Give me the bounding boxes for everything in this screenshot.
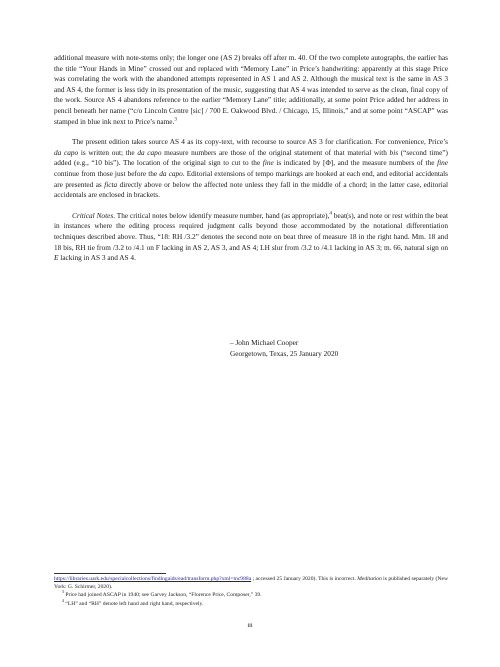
footnotes <box>54 575 448 608</box>
footnote-ref-3[interactable]: 3 <box>174 116 177 123</box>
signature-name: – John Michael Cooper <box>230 338 299 347</box>
main-text <box>54 53 448 264</box>
paragraph-edition: The present edition takes source AS 4 as its copy-text, with recourse to source AS 3 for clarification. For convenience, Price’s da capo is written out; the da capo measure numbers are those of the original statement of that material with bis (“second time”) added (e.g., “10 bis”). The location of the original sign to cut to the fine is indicated by [Φ], and the measure numbers of the fine continue from those just before the da capo. Editorial extensions of tempo markings are hooked at each end, and editorial accidentals are presented as ficta directly above or below the affected note unless they fall in the middle of a chord; in the latter case, editorial accidentals are enclosed in brackets. <box>54 137 449 200</box>
finding-aid-link[interactable]: https://libraries.uark.edu/specialcollections/findingaids/ead/transform.php?xml=mc988a <box>54 576 252 582</box>
paragraph-sources <box>54 53 448 127</box>
signature-place-date: Georgetown, Texas, 25 January 2020 <box>230 348 339 358</box>
signature-block <box>230 338 338 359</box>
footnote-2: https://libraries.uark.edu/specialcollections/findingaids/ead/transform.php?xml=mc988a ; accessed 25 January 2020). This is incorrect. Meditation is published separately (New York: G. Schirmer, 2020). <box>54 576 448 591</box>
footnote-ref-4[interactable]: 4 <box>329 210 332 217</box>
paragraph-sources-text: additional measure with note-stems only; the longer one (AS 2) breaks off after m. 40. Of the two complete autographs, the earlier has the title “Your Hands in Mine” crossed out and replaced with “Memory Lane” in Price’s handwriting: apparently at this stage Price was correlating the work with the abandoned attempts represented in AS 1 and AS 2. Although the musical text is the same in AS 3 and AS 4, the former is less tidy in its presentation of the music, suggesting that AS 4 was intended to serve as the clean, final copy of the work. Source AS 4 abandons reference to the earlier “Memory Lane” title; additionally, at some point Price added her address in pencil beneath her name (“c/o Lincoln Centre [sic] / 700 E. Oakwood Blvd. / Chicago, 15, Illinois,” and at some point “ASCAP” was stamped in blue ink next to Price’s name. <box>54 53 448 126</box>
critical-notes-heading: Critical Notes <box>72 210 114 220</box>
page-number: iii <box>247 622 253 629</box>
paragraph-critical-notes: Critical Notes. The critical notes below identify measure number, hand (as appropriate),$^4$ beat(s), and note or rest within the beat in instances where the editing process required judgment calls beyond those accommodated by the notational differentiation techniques described above. Thus, “18: RH /3.2” denotes the second note on beat three of measure 18 in the right hand. Mm. 18 and 18 bis, RH tie from /3.2 to /4.1 on F lacking in AS 2, AS 3, and AS 4; LH slur from /3.2 to /4.1 lacking in AS 3; m. 66, natural sign on E lacking in AS 3 and AS 4. <box>54 210 448 263</box>
footnote-3: $^3$ Price had joined ASCAP in 1940; see Garvey Jackson, “Florence Price, Composer,” 39. <box>62 590 262 599</box>
footnote-4: $^4$ “LH” and “RH” denote left hand and right hand, respectively. <box>62 598 204 607</box>
footnote-divider <box>54 573 166 574</box>
